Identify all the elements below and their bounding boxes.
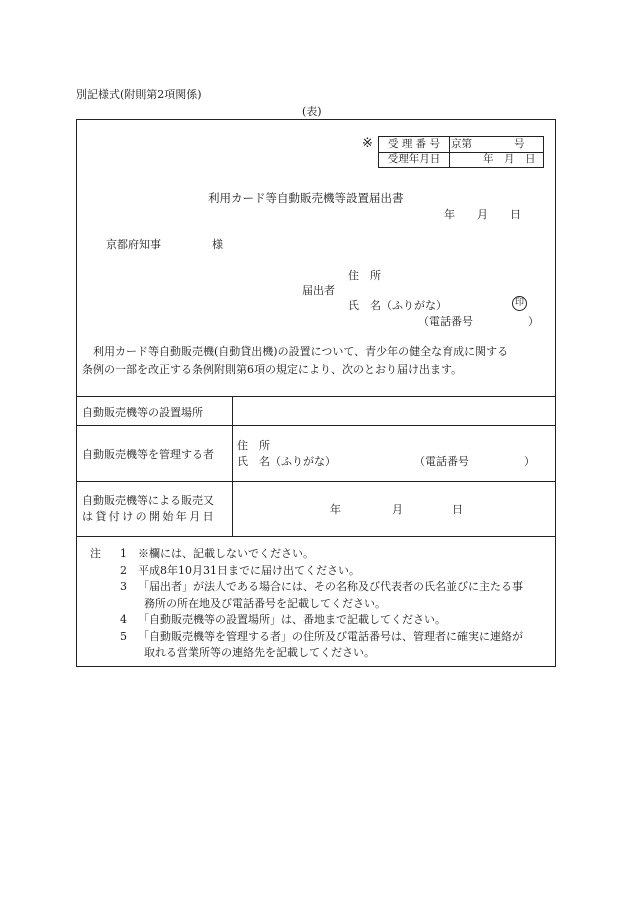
manager-phone-label: （電話番号 ） [414,455,535,468]
table-rule-1 [76,425,556,426]
manager-label: 自動販売機等を管理する者 [82,448,214,461]
start-date-year: 年 [330,503,341,516]
note-text: 取れる営業所等の連絡先を記載してください。 [144,646,375,659]
receipt-number-label: 受 理 番 号 [379,137,450,152]
note-text: 「届出者」が法人である場合には、その名称及び代表者の氏名並びに主たる事 [138,580,523,593]
note-item [90,546,550,563]
note-item [90,563,550,580]
manager-name-label: 氏 名（ふりがな） [237,455,336,468]
note-number: 3 [120,580,127,593]
receipt-number-value: 京第 号 [451,138,525,150]
note-number: 2 [120,563,127,577]
applicant-address-label: 住 所 [348,269,381,282]
start-date-label-line-1: 自動販売機等による販売又 [82,494,214,507]
note-item [90,629,550,646]
receipt-date-row [379,152,543,167]
declaration-paragraph [82,343,550,379]
table-rule-2 [76,481,556,482]
applicant-role-label: 届出者 [302,284,335,297]
installation-site-label: 自動販売機等の設置場所 [82,406,203,419]
receipt-date-label: 受理年月日 [379,152,450,167]
notes-prefix: 注 [90,547,101,560]
document-title: 利用カード等自動販売機等設置届出書 [208,191,404,205]
note-item [90,612,550,629]
applicant-phone-label: （電話番号 ） [418,315,539,328]
note-item [90,579,550,596]
table-column-divider [232,396,233,536]
declaration-line-1: 利用カード等自動販売機(自動貸出機)の設置について、青少年の健全な育成に関する [93,345,509,358]
form-reference: 別記様式(附則第2項関係) [76,88,202,101]
side-indicator: (表) [302,105,322,118]
note-text: ※欄には、記載しないでください。 [138,547,314,560]
seal-mark: 印 [512,296,527,311]
note-text: 平成8年10月31日までに届け出てください。 [138,563,360,577]
note-text: 「自動販売機等の設置場所」は、番地まで記載してください。 [138,613,446,626]
start-date-label-line-2: は貸付けの開始年月日 [82,510,216,523]
office-use-mark: ※ [362,136,373,151]
start-date-month: 月 [392,503,403,516]
note-item-continuation [90,596,550,613]
receipt-date-value: 年 月 日 [483,153,536,165]
note-number: 1 [120,547,127,560]
receipt-number-row [379,137,543,153]
note-number: 4 [120,613,127,626]
notes-section [90,546,550,662]
addressee-honorific: 様 [212,238,223,251]
declaration-line-2: 条例の一部を改正する条例附則第6項の規定により、次のとおり届け出ます。 [82,363,463,376]
applicant-name-label: 氏 名（ふりがな） [348,299,447,312]
note-text: 務所の所在地及び電話番号を記載してください。 [144,596,386,610]
start-date-day: 日 [452,503,463,516]
table-rule-3 [76,536,556,537]
receipt-box [378,136,544,168]
addressee-name: 京都府知事 [106,238,161,251]
manager-address-label: 住 所 [237,439,270,452]
submission-date: 年 月 日 [444,208,521,221]
note-item-continuation [90,645,550,662]
table-rule-top [76,396,556,397]
note-number: 5 [120,629,127,643]
note-text: 「自動販売機等を管理する者」の住所及び電話番号は、管理者に確実に連絡が [138,629,523,643]
